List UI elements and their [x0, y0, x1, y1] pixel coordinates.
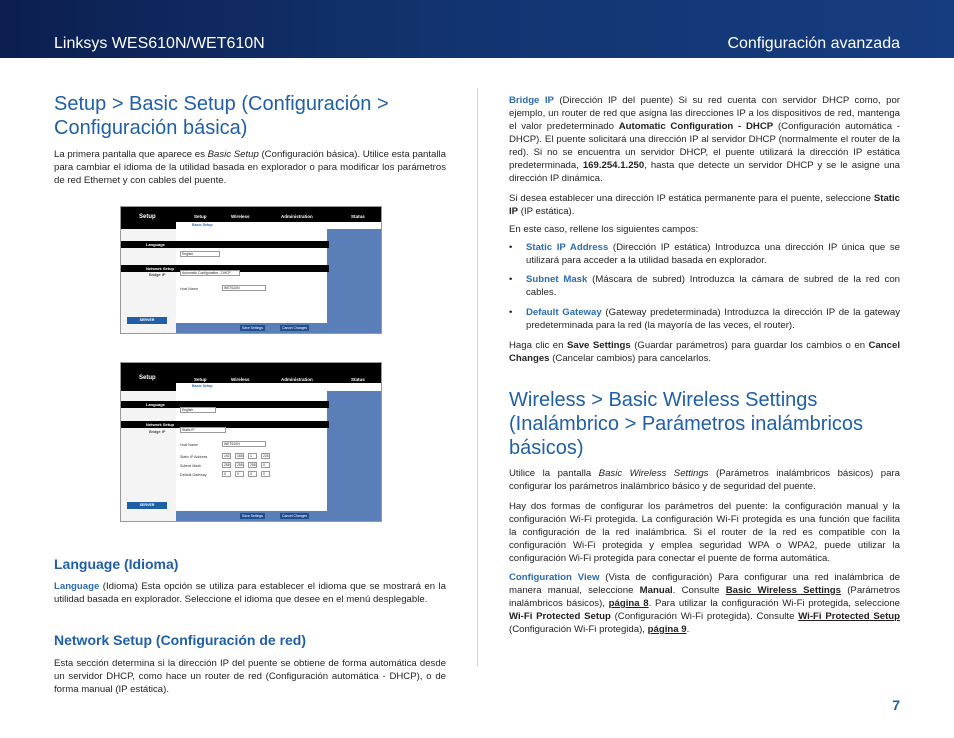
ui-subnav-basic-setup[interactable]: Basic Setup: [192, 384, 213, 388]
language-heading: Language (Idioma): [54, 556, 179, 572]
ui-right-panel: [327, 229, 381, 333]
link-page-8[interactable]: página 8: [608, 598, 649, 609]
ui-button-bar: [176, 323, 329, 333]
ui-hostname-input[interactable]: WET610N: [222, 285, 266, 291]
ui-tab-status[interactable]: Status: [351, 214, 365, 219]
ui-ip-octet[interactable]: 192: [224, 454, 230, 458]
wireless-title: [509, 388, 900, 460]
network-setup-heading: Network Setup (Configuración de red): [54, 632, 307, 648]
page-number: 7: [892, 697, 900, 713]
link-wifi-protected-setup[interactable]: Wi-Fi Protected Setup: [798, 611, 900, 622]
ui-section-language: Language: [121, 401, 329, 408]
ui-mask-octet[interactable]: 255: [237, 463, 243, 467]
bullet-default-gateway: • Default Gateway (Gateway predeterminada) Introduzca la dirección IP de la gateway predeterminada para la red (la mayoría de las veces, el router).: [509, 307, 900, 331]
ui-tab-wireless[interactable]: Wireless: [231, 214, 250, 219]
fields-intro: En este caso, rellene los siguientes campos:: [509, 224, 699, 235]
ui-subnet-mask-label: Subnet Mask: [180, 464, 201, 468]
ui-tab-administration[interactable]: Administration: [281, 377, 313, 382]
ui-default-gateway-label: Default Gateway: [180, 473, 207, 477]
network-setup-paragraph: Esta sección determina si la dirección IP del puente se obtiene de forma automática desde un servidor DHCP, como hace un router de red (Configuración automática - DHCP), o de forma manual (IP estática).: [54, 658, 446, 695]
title-line: Configuración básica): [54, 117, 248, 139]
ui-tab-setup[interactable]: Setup: [194, 214, 207, 219]
ui-gw-octet[interactable]: 0: [248, 471, 257, 477]
ui-tab-setup[interactable]: Setup: [194, 377, 207, 382]
ui-tabs: [176, 363, 381, 385]
ui-ip-octet[interactable]: 1: [248, 453, 257, 459]
ui-tab-administration[interactable]: Administration: [281, 214, 313, 219]
ui-section-language: Language: [121, 241, 329, 248]
ui-brand: Setup: [139, 375, 156, 381]
ui-cancel-changes-button[interactable]: Cancel Changes: [282, 514, 308, 518]
configuration-view-paragraph: Configuration View (Vista de configuración) Para configurar una red inalámbrica de manera manual, seleccione Manual. Consulte Basic Wireless Settings (Parámetros inalámbricos básicos), página 8. Para utilizar la configuración Wi-Fi protegida, seleccione Wi-Fi Protected Setup (Configuración Wi-Fi protegida). Consulte Wi-Fi Protected Setup (Configuración Wi-Fi protegida), página 9.: [509, 572, 901, 635]
ui-tab-status[interactable]: Status: [351, 377, 365, 382]
ui-brand: Setup: [139, 214, 156, 220]
ui-save-settings-button[interactable]: Save Settings: [242, 514, 263, 518]
ui-right-panel: [327, 391, 381, 521]
bullet-subnet-mask: • Subnet Mask (Máscara de subred) Introduzca la cámara de subred de la red con cables.: [509, 274, 900, 298]
title-line: (Inalámbrico > Parámetros inalámbricos: [509, 413, 864, 435]
ui-subnav: [176, 383, 381, 391]
ui-logo: SERVER: [127, 502, 167, 509]
intro-paragraph: La primera pantalla que aparece es Basic Setup (Configuración básica). Utilice esta pantalla para cambiar el idioma de la utilidad basada en explorador o para modificar los parámetros de red Ethernet y con cables del puente.: [54, 149, 446, 186]
ui-gw-octet[interactable]: 0: [222, 471, 231, 477]
language-paragraph: Language (Idioma) Esta opción se utiliza para establecer el idioma que se mostrará en la utilidad basada en explorador. Seleccione el idioma que desee en el menú desplegable.: [54, 581, 446, 605]
wireless-intro-paragraph: Utilice la pantalla Basic Wireless Settings (Parámetros inalámbricos básicos) para configurar los parámetros inalámbrico básico y de seguridad del puente.: [509, 468, 900, 492]
basic-setup-screenshot-static: [120, 362, 382, 522]
ui-language-select[interactable]: English: [180, 407, 216, 413]
ui-hostname-label: Host Name: [180, 287, 198, 291]
ui-mask-octet[interactable]: 255: [224, 463, 230, 467]
ui-mask-octet[interactable]: 0: [261, 462, 270, 468]
title-line: Wireless > Basic Wireless Settings: [509, 389, 818, 411]
ui-gw-octet[interactable]: 0: [261, 471, 270, 477]
column-divider: [477, 88, 478, 666]
ui-gw-octet[interactable]: 0: [235, 471, 244, 477]
ui-subnav-basic-setup[interactable]: Basic Setup: [192, 223, 213, 227]
link-page-9[interactable]: página 9: [647, 624, 687, 635]
header-section: Configuración avanzada: [727, 35, 900, 52]
ui-bridge-ip-select[interactable]: Static IP: [180, 427, 226, 433]
static-ip-paragraph: Si desea establecer una dirección IP estática permanente para el puente, seleccione Static IP (IP estática).: [509, 193, 900, 217]
two-ways-paragraph: Hay dos formas de configurar los parámetros del puente: la configuración manual y la configuración Wi-Fi protegida. La configuración Wi-Fi protegida es una función que facilita la configuración de la red inalámbrica. Si el router de la red es compatible con la configuración Wi-Fi protegida y emplea seguridad WPA o WPA2, puede utilizar la configuración Wi-Fi protegida para conectar el puente de forma automática.: [509, 501, 900, 564]
bullet-static-ip: • Static IP Address (Dirección IP estática) Introduzca una dirección IP única que se utilizará para acceder a la utilidad basada en explorador.: [509, 242, 900, 266]
ui-section-network: Network Setup: [121, 265, 329, 272]
page-header: [0, 0, 954, 58]
header-product: Linksys WES610N/WET610N: [54, 35, 265, 52]
title-line: Setup > Basic Setup (Configuración >: [54, 93, 389, 115]
ui-ip-octet[interactable]: 226: [263, 454, 269, 458]
ui-tab-wireless[interactable]: Wireless: [231, 377, 250, 382]
ui-button-bar: [176, 511, 329, 521]
ui-hostname-label: Host Name: [180, 443, 198, 447]
bridge-ip-paragraph: Bridge IP (Dirección IP del puente) Si su red cuenta con servidor DHCP como, por ejemplo, un router de red que asigna las direcciones IP a los dispositivos de red, mantenga el valor predeterminado Automatic Configuration - DHCP (Configuración automática - DHCP). El puente solicitará una dirección IP al servidor DHCP (normalmente el router de la red). Si no se encuentra un servidor DHCP, el puente utilizará la dirección IP estática predeterminada, 169.254.1.250, hasta que detecte un servidor DHCP y se le asigne una dirección IP dinámica.: [509, 95, 900, 184]
ui-hostname-input[interactable]: WET610N: [222, 441, 266, 447]
ui-ip-octet[interactable]: 168: [237, 454, 243, 458]
ui-language-select[interactable]: English: [180, 251, 220, 257]
ui-mask-octet[interactable]: 255: [250, 463, 256, 467]
ui-section-network: Network Setup: [121, 421, 329, 428]
ui-cancel-changes-button[interactable]: Cancel Changes: [282, 326, 308, 330]
save-cancel-paragraph: Haga clic en Save Settings (Guardar parámetros) para guardar los cambios o en Cancel Changes (Cancelar cambios) para cancelarlos.: [509, 340, 900, 364]
ui-bridge-ip-select[interactable]: Automatic Configuration - DHCP: [180, 270, 240, 276]
setup-title: [54, 92, 446, 140]
ui-bridge-ip-label: Bridge IP: [149, 272, 166, 277]
ui-bridge-ip-label: Bridge IP: [149, 429, 166, 434]
ui-logo: SERVER: [127, 317, 167, 324]
link-basic-wireless-settings[interactable]: Basic Wireless Settings: [725, 585, 841, 596]
basic-setup-screenshot-dhcp: [120, 206, 382, 334]
title-line: básicos): [509, 437, 584, 459]
ui-save-settings-button[interactable]: Save Settings: [242, 326, 263, 330]
ui-static-ip-label: Static IP Address: [180, 455, 208, 459]
